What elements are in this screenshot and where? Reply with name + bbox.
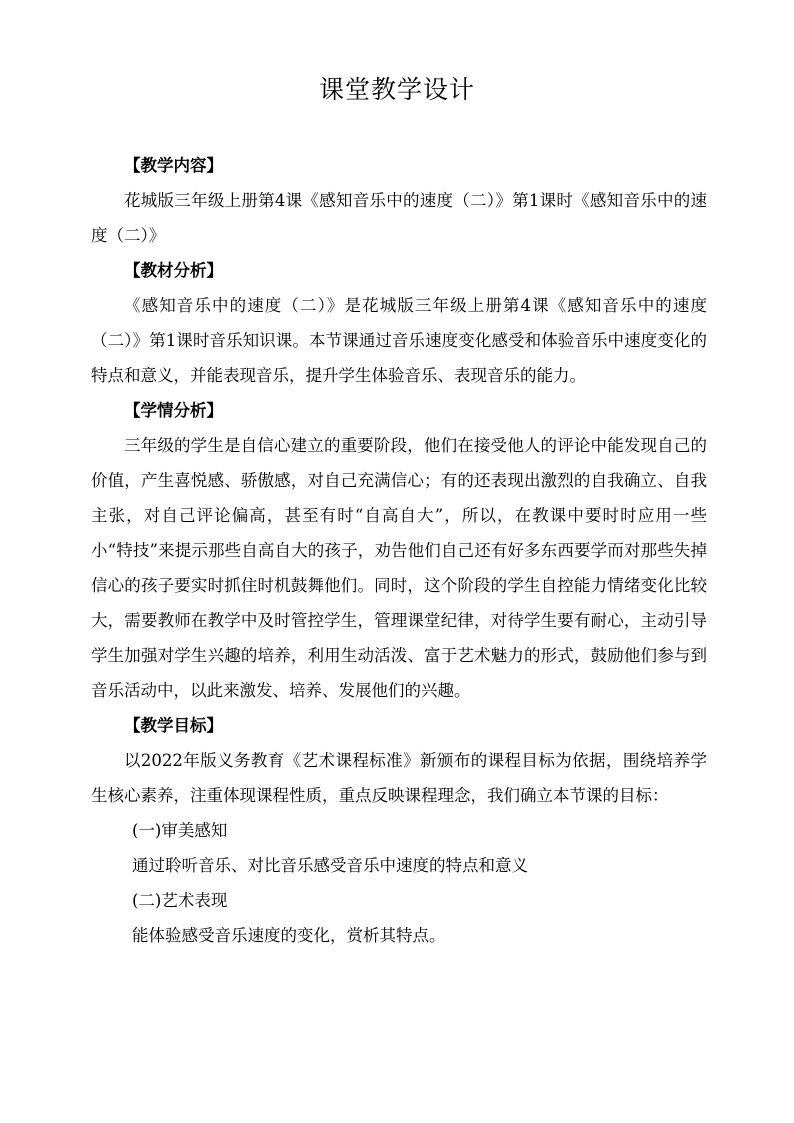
paragraph-objectives: 以2022年版义务教育《艺术课程标准》新颁布的课程目标为依据，围绕培养学生核心素养，注重体现课程性质，重点反映课程理念，我们确立本节课的目标： [91, 751, 707, 805]
page-title: 课堂教学设计 [318, 75, 475, 104]
section-heading-material: 【教材分析】 [124, 261, 223, 280]
paragraph-students: 三年级的学生是自信心建立的重要阶段，他们在接受他人的评论中能发现自己的价值，产生喜悦感、骄傲感，对自己充满信心；有的还表现出激烈的自我确立、自我主张，对自己评论偏高，甚至有时“自高自大”，所以，在教课中要时时应用一些小“特技”来提示那些自高自大的孩子，劝告他们自己还有好多东西要学而对那些失掉信心的孩子要实时抓住时机鼓舞他们。同时，这个阶段的学生自控能力情绪变化比较大，需要教师在教学中及时管控学生，管理课堂纪律，对待学生要有耐心，主动引导学生加强对学生兴趣的培养，利用生动活泼、富于艺术魅力的形式，鼓励他们参与到音乐活动中，以此来激发、培养、发展他们的兴趣。 [91, 436, 707, 700]
paragraph-content: 花城版三年级上册第4课《感知音乐中的速度（二）》第1课时《感知音乐中的速度（二）》 [91, 191, 707, 245]
objective-item: 能体验感受音乐速度的变化，赏析其特点。 [132, 926, 446, 945]
section-heading-students: 【学情分析】 [124, 401, 223, 420]
paragraph-material: 《感知音乐中的速度（二）》是花城版三年级上册第4课《感知音乐中的速度（二）》第1课时音乐知识课。本节课通过音乐速度变化感受和体验音乐中速度变化的特点和意义，并能表现音乐，提升学生体验音乐、表现音乐的能力。 [91, 296, 707, 385]
section-heading-content: 【教学内容】 [124, 156, 223, 175]
objective-item: 通过聆听音乐、对比音乐感受音乐中速度的特点和意义 [132, 856, 528, 875]
section-heading-objectives: 【教学目标】 [124, 716, 223, 735]
objective-item: (二)艺术表现 [132, 891, 228, 910]
objective-item: (一)审美感知 [132, 821, 228, 840]
document-body [91, 148, 707, 953]
